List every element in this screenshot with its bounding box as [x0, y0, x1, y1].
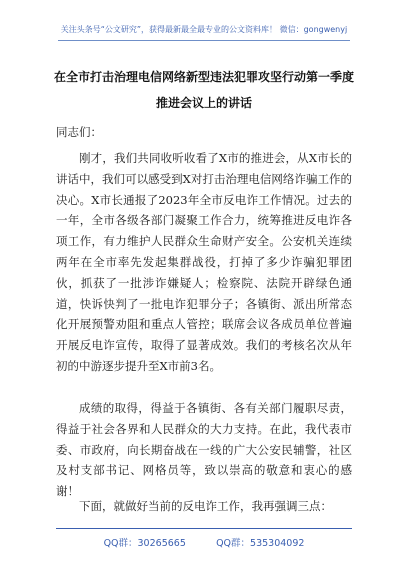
document-title-line-1: 在全市打击治理电信网络新型违法犯罪攻坚行动第一季度: [53, 70, 354, 84]
header-note: 关注头条号“公文研究”，获得最新最全最专业的公文资料库！ 微信：gongwenyj: [60, 25, 348, 34]
body-paragraph-1: 刚才，我们共同收听收看了X市的推进会，从X市长的讲话中，我们可以感受到X对打击治理电信网络诈骗工作的决心。X市长通报了2023年全市反电诈工作情况。过去的一年，全市各级各部门凝聚工作合力，统筹推进反电诈各项工作，有力维护人民群众生命财产安全。公安机关连续两年在全市率先发起集群战役，打掉了多少诈骗犯罪团伙，抓获了一批涉诈嫌疑人；检察院、法院开辟绿色通道，快诉快判了一批电诈犯罪分子；各镇街、派出所常态化开展预警劝阻和重点人管控；联席会议各成员单位普遍开展反电诈宣传，取得了显著成效。我们的考核名次从年初的中游逐步提升至X市前3名。: [56, 151, 352, 373]
salutation: 同志们：: [56, 125, 102, 139]
footer-note: QQ群：30265665 QQ群：535304092: [103, 538, 305, 549]
body-paragraph-2: 成绩的取得，得益于各镇街、各有关部门履职尽责，得益于社会各界和人民群众的大力支持。在此，我代表市委、市政府，向长期奋战在一线的广大公安民辅警，社区及村支部书记、网格员等，致以崇高的敬意和衷心的感谢！: [56, 401, 352, 499]
body-paragraph-3: 下面，就做好当前的反电诈工作，我再强调三点：: [79, 499, 332, 513]
header-divider: [58, 40, 350, 41]
document-title-line-2: 推进会议上的讲话: [155, 96, 252, 110]
footer-divider: [56, 528, 352, 529]
